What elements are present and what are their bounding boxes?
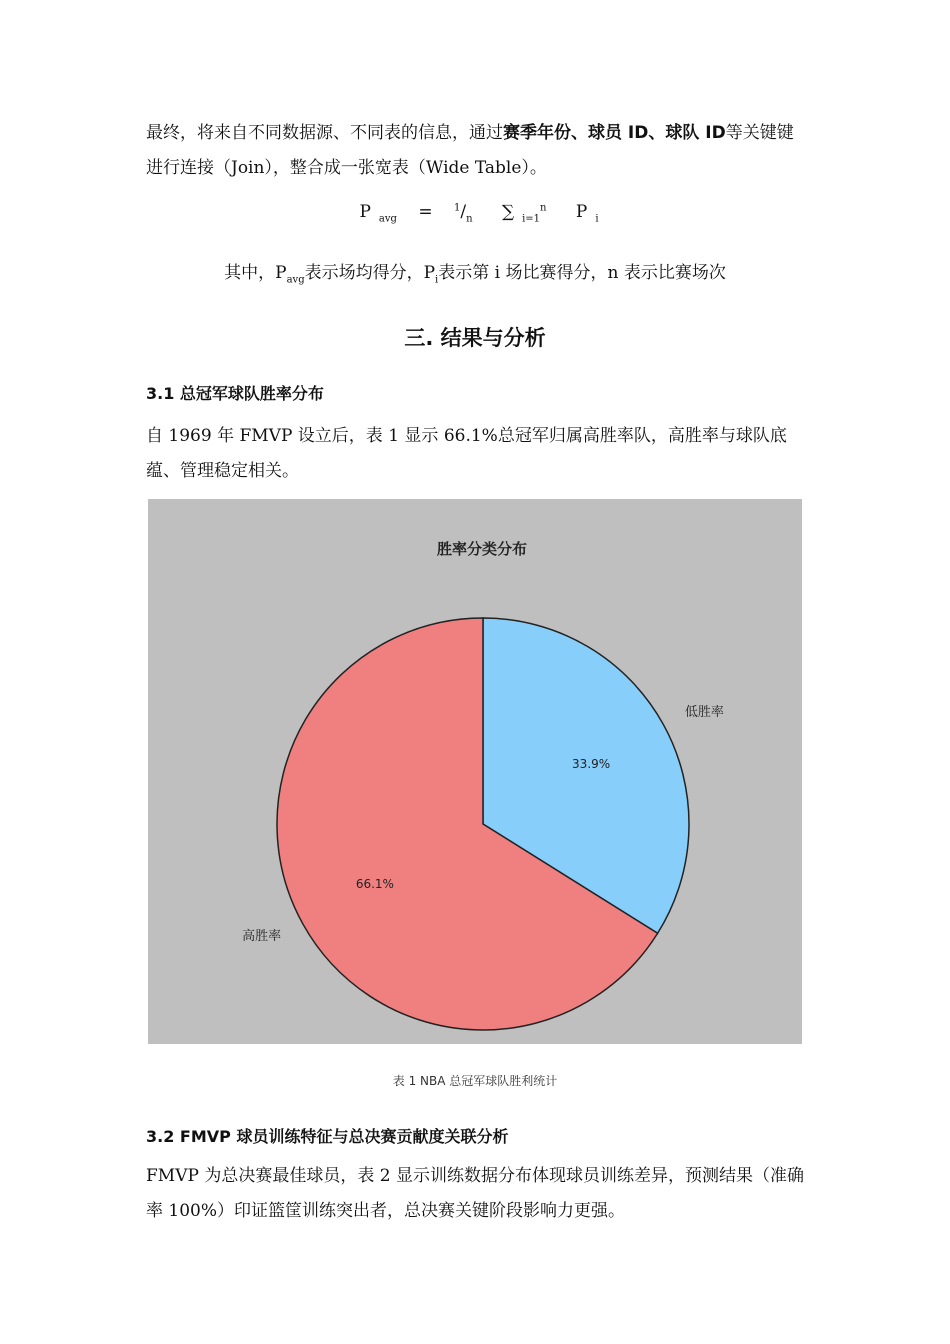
section-title: 三. 结果与分析 bbox=[404, 326, 546, 350]
intro-suffix: 等关键键进行连接（Join），整合成一张宽表（Wide Table）。 bbox=[146, 123, 794, 178]
pie-chart bbox=[148, 499, 802, 1044]
subsection-3-1-title: 3.1 总冠军球队胜率分布 bbox=[146, 384, 324, 403]
formula-lhs: P $_{avg}$ bbox=[359, 202, 397, 225]
pie-chart-panel bbox=[148, 499, 802, 1044]
pie-percent-label: 66.1% bbox=[355, 876, 394, 891]
chart-title: 胜率分类分布 bbox=[436, 540, 528, 558]
subsection-3-2-text: FMVP 为总决赛最佳球员，表 2 显示训练数据分布体现球员训练差异，预测结果（准确率 100%）印证篮筐训练突出者，总决赛关键阶段影响力更强。 bbox=[146, 1166, 804, 1221]
intro-keys: 赛季年份、球员 ID、球队 ID bbox=[503, 123, 726, 143]
table-caption: 表 1 NBA 总冠军球队胜利统计 bbox=[392, 1074, 558, 1088]
subsection-3-1-text: 自 1969 年 FMVP 设立后，表 1 显示 66.1%总冠军归属高胜率队，高胜率与球队底蕴、管理稳定相关。 bbox=[146, 426, 787, 481]
pie-percent-label: 33.9% bbox=[572, 757, 611, 772]
formula-explanation: 其中，$P_{avg}$表示场均得分，$P_i$表示第 i 场比赛得分，n 表示比赛场次 bbox=[224, 263, 726, 286]
average-formula bbox=[0, 202, 950, 224]
formula-equals: = bbox=[418, 202, 433, 222]
formula-term: P $_i$ bbox=[575, 202, 599, 225]
pie-category-label: 低胜率 bbox=[684, 705, 724, 721]
formula-sum: ∑ $_{i=1}^n$ bbox=[501, 202, 547, 225]
formula-fraction: $^1/_n$ bbox=[453, 202, 473, 225]
intro-prefix: 最终，将来自不同数据源、不同表的信息，通过 bbox=[146, 123, 503, 143]
subsection-3-2-title: 3.2 FMVP 球员训练特征与总决赛贡献度关联分析 bbox=[146, 1127, 509, 1146]
pie-category-label: 高胜率 bbox=[242, 928, 282, 944]
intro-paragraph bbox=[146, 116, 808, 186]
